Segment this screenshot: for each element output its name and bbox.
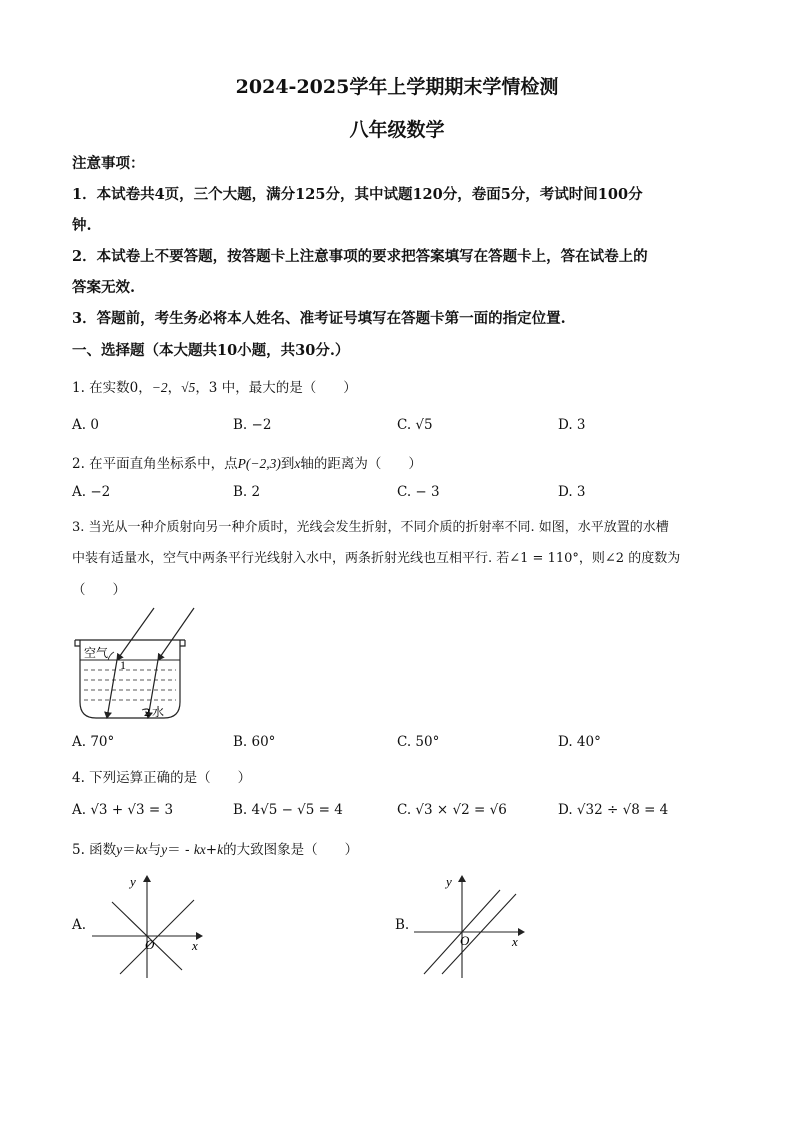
question-1-stem: 1. 在实数0，−2，√5，3 中，最大的是（ ） [72, 380, 357, 396]
x-axis-label: x [192, 938, 198, 953]
graph-line-2 [442, 894, 516, 974]
y-axis-label: y [130, 874, 136, 889]
angle-1-label: 1 [120, 658, 126, 672]
question-5-graph-b [412, 870, 532, 980]
question-3-option-a: A. 70° [72, 734, 115, 750]
note-1-line-1: 1．本试卷共4页，三个大题，满分125分，其中试题120分，卷面5分，考试时间100分 [72, 186, 643, 203]
x-axis-label: x [512, 934, 518, 949]
note-3: 3．答题前，考生务必将本人姓名、准考证号填写在答题卡第一面的指定位置. [72, 310, 566, 327]
light-ray-1-incident [117, 608, 154, 660]
y-axis-label: y [446, 874, 452, 889]
section-1-heading: 一、选择题（本大题共10小题，共30分.） [72, 342, 350, 359]
angle-1-arc [108, 652, 114, 660]
question-2-option-b: B. 2 [233, 484, 261, 500]
question-3-stem-line-2: 中装有适量水，空气中两条平行光线射入水中，两条折射光线也互相平行. 若∠1 = 110°，则∠2 的度数为 [72, 551, 681, 566]
question-5-option-a: A. [72, 917, 87, 933]
question-5-stem: 5. 函数y＝kx与y＝ - kx+k的大致图象是（ ） [72, 842, 359, 858]
question-4-option-c: C. √3 × √2 = √6 [397, 802, 507, 818]
question-2-stem: 2. 在平面直角坐标系中，点P(−2,3)到x轴的距离为（ ） [72, 456, 422, 472]
question-5-option-b: B. [395, 917, 410, 933]
question-3-stem-line-3: （ ） [72, 582, 126, 598]
question-5-graph-a [90, 870, 210, 980]
graph-line-2 [120, 900, 194, 974]
note-2-line-1: 2．本试卷上不要答题，按答题卡上注意事项的要求把答案填写在答题卡上，答在试卷上的 [72, 248, 648, 265]
question-4-stem: 4. 下列运算正确的是（ ） [72, 770, 252, 786]
question-1-option-c: C. √5 [397, 417, 433, 433]
light-ray-1-refracted [107, 660, 117, 718]
question-1-option-b: B. −2 [233, 417, 272, 433]
page-subtitle: 八年级数学 [349, 119, 445, 141]
question-3-option-b: B. 60° [233, 734, 276, 750]
question-4-option-a: A. √3 + √3 = 3 [72, 802, 174, 818]
question-2-option-a: A. −2 [72, 484, 111, 500]
question-2-option-d: D. 3 [558, 484, 586, 500]
water-label: 水 [152, 705, 165, 719]
question-4-option-d: D. √32 ÷ √8 = 4 [558, 802, 669, 818]
question-4-option-b: B. 4√5 − √5 = 4 [233, 802, 343, 818]
note-2-line-2: 答案无效. [72, 279, 136, 296]
question-2-option-c: C. − 3 [397, 484, 440, 500]
origin-label: O [145, 937, 155, 952]
page-title: 2024-2025学年上学期期末学情检测 [235, 76, 559, 98]
refraction-figure [70, 602, 210, 724]
angle-2-label: 2 [144, 705, 150, 719]
notes-heading: 注意事项： [72, 155, 145, 172]
light-ray-2-incident [158, 608, 194, 660]
question-3-option-d: D. 40° [558, 734, 601, 750]
origin-label: O [460, 933, 470, 948]
question-1-option-a: A. 0 [72, 417, 99, 433]
question-3-stem-line-1: 3. 当光从一种介质射向另一种介质时，光线会发生折射，不同介质的折射率不同. 如图，水平放置的水槽 [72, 520, 669, 535]
note-1-line-2: 钟. [72, 217, 92, 234]
question-1-option-d: D. 3 [558, 417, 586, 433]
question-3-option-c: C. 50° [397, 734, 440, 750]
air-label: 空气 [84, 646, 109, 660]
